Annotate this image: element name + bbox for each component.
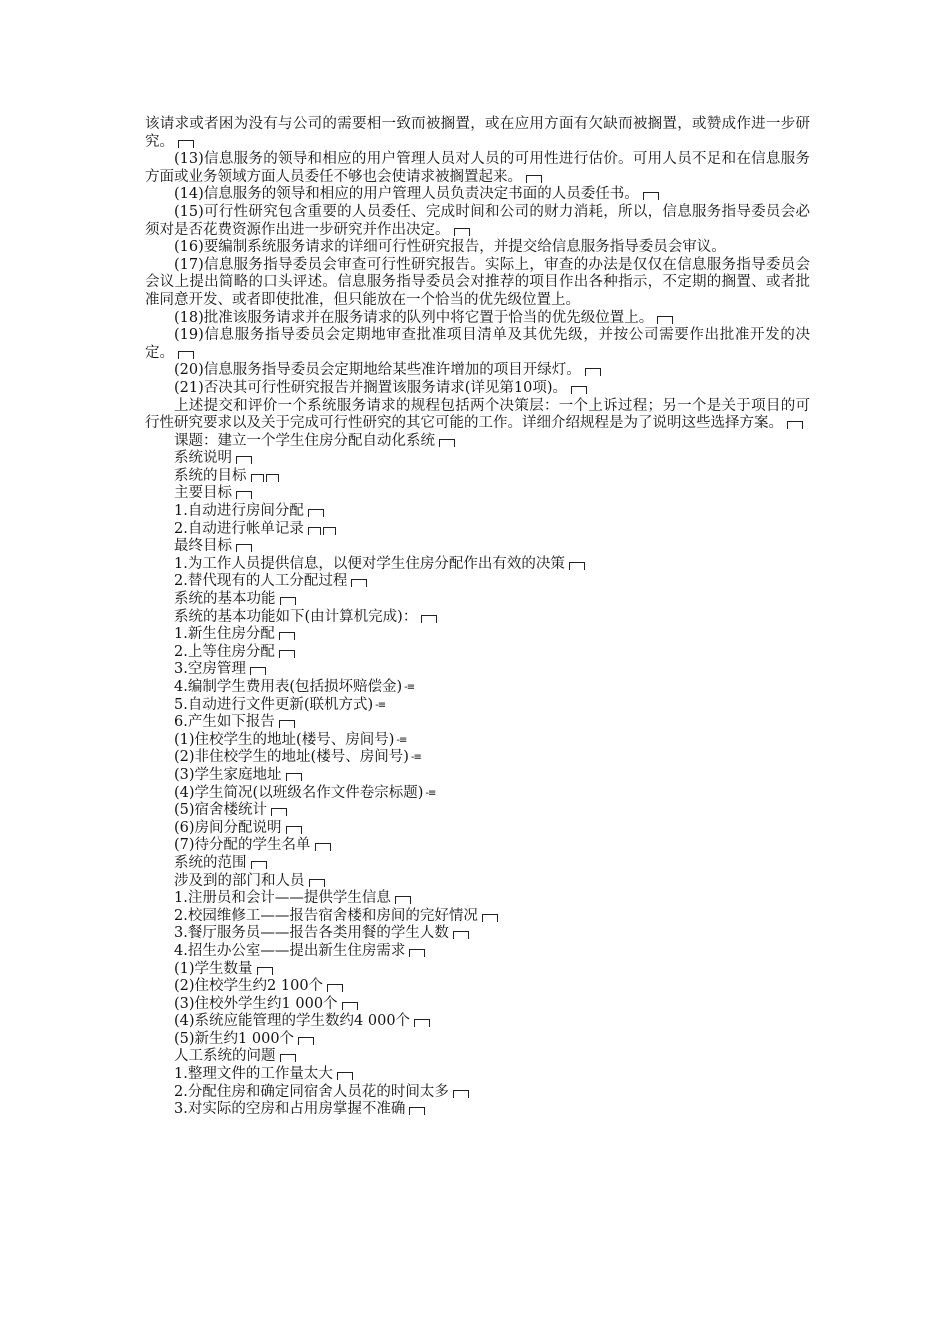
outline-line: 2.替代现有的人工分配过程 <box>145 573 810 591</box>
paragraph-mark-icon <box>351 579 367 587</box>
outline-line: 2.校园维修工——报告宿舍楼和房间的完好情况 <box>145 908 810 926</box>
outline-line: 1.注册员和会计——提供学生信息 <box>145 890 810 908</box>
paragraph-mark-icon <box>309 879 325 887</box>
paragraph-mark-icon <box>409 949 425 957</box>
outline-line: 系统说明 <box>145 450 810 468</box>
outline-line: 5.自动进行文件更新(联机方式) -≡ <box>174 696 386 713</box>
outline-list <box>145 433 810 1119</box>
paragraph-mark-icon <box>236 456 252 464</box>
outline-line: 最终目标 <box>145 538 810 556</box>
paragraph-mark-icon <box>342 1002 358 1010</box>
outline-line: 主要目标 <box>145 485 810 503</box>
outline-line: (2)非住校学生的地址(楼号、房间号) -≡ <box>174 749 421 766</box>
paragraph-mark-icon <box>286 773 302 781</box>
outline-line: (5)新生约1 000个 <box>145 1031 810 1049</box>
document-page <box>145 116 810 1119</box>
outline-line: (3)住校外学生约1 000个 <box>145 996 810 1014</box>
paragraph-item-21: (21)否决其可行性研究报告并搁置该服务请求(详见第10项)。 <box>145 380 810 398</box>
paragraph-mark-icon <box>395 896 411 904</box>
paragraph-item-20: (20)信息服务指导委员会定期地给某些准许增加的项目开绿灯。 <box>145 362 810 380</box>
paragraph-mark-icon <box>266 474 279 482</box>
outline-line: 1.为工作人员提供信息，以便对学生住房分配作出有效的决策 <box>145 556 810 574</box>
paragraph-mark-icon <box>250 667 266 675</box>
outline-line: 3.对实际的空房和占用房掌握不准确 <box>145 1101 810 1119</box>
outline-line: 涉及到的部门和人员 <box>145 873 810 891</box>
outline-line: (4)系统应能管理的学生数约4 000个 <box>145 1013 810 1031</box>
line-break-mark-icon: -≡ <box>404 682 415 693</box>
paragraph-mark-icon <box>280 1054 296 1062</box>
outline-line: 系统的范围 <box>145 855 810 873</box>
outline-line: 3.餐厅服务员——报告各类用餐的学生人数 <box>145 925 810 943</box>
outline-line: 人工系统的问题 <box>145 1048 810 1066</box>
paragraph-item-19: (19)信息服务指导委员会定期地审查批准项目清单及其优先级，并按公司需要作出批准开发的决定。 <box>145 327 810 361</box>
paragraph-mark-icon <box>439 439 455 447</box>
paragraph-mark-icon <box>257 967 273 975</box>
paragraph-mark-icon <box>236 544 252 552</box>
outline-line: 1.新生住房分配 <box>145 626 810 644</box>
paragraph-mark-icon <box>787 421 803 429</box>
paragraph-item-15: (15)可行性研究包含重要的人员委任、完成时间和公司的财力消耗，所以，信息服务指导委员会必须对是否花费资源作出进一步研究并作出决定。 <box>145 203 810 238</box>
outline-line: 系统的基本功能 <box>145 591 810 609</box>
outline-line: (7)待分配的学生名单 <box>145 837 810 855</box>
outline-line: (6)房间分配说明 <box>145 820 810 838</box>
paragraph-item-13: (13)信息服务的领导和相应的用户管理人员对人员的可用性进行估价。可用人员不足和在信息服务方面或业务领域方面人员委任不够也会使请求被搁置起来。 <box>145 151 810 185</box>
outline-line: 4.招生办公室——提出新生住房需求 <box>145 943 810 961</box>
paragraph-mark-icon <box>308 509 324 517</box>
paragraph-mark-icon <box>421 615 437 623</box>
paragraph-mark-icon <box>571 386 587 394</box>
paragraph-mark-icon <box>414 1019 430 1027</box>
paragraph-mark-icon <box>315 843 331 851</box>
paragraph-mark-icon <box>298 1037 314 1045</box>
outline-line: 2.自动进行帐单记录 <box>145 521 810 539</box>
paragraph-mark-icon <box>585 368 601 376</box>
paragraph-mark-icon <box>337 1072 353 1080</box>
line-break-mark-icon: -≡ <box>396 734 407 746</box>
paragraph-mark-icon <box>482 914 498 922</box>
outline-line: 1.整理文件的工作量太大 <box>145 1066 810 1084</box>
outline-line: 2.分配住房和确定同宿舍人员花的时间太多 <box>145 1084 810 1102</box>
outline-line: (2)住校学生约2 100个 <box>145 978 810 996</box>
outline-line: 2.上等住房分配 <box>145 644 810 662</box>
line-break-mark-icon: -≡ <box>425 787 436 799</box>
paragraph-continuation: 该请求或者困为没有与公司的需要相一致而被搁置，或在应用方面有欠缺而被搁置，或赞成作进一步研究。 <box>145 116 810 150</box>
paragraph-mark-icon <box>643 192 659 200</box>
paragraph-mark-icon <box>569 562 585 570</box>
paragraph-mark-icon <box>236 491 252 499</box>
paragraph-summary: 上述提交和评价一个系统服务请求的规程包括两个决策层：一个上诉过程；另一个是关于项目的可行性研究要求以及关于完成可行性研究的其它可能的工作。详细介绍规程是为了说明这些选择方案。 <box>145 397 810 432</box>
outline-line: 6.产生如下报告 <box>145 714 810 732</box>
paragraph-item-14: (14)信息服务的领导和相应的用户管理人员负责决定书面的人员委任书。 <box>145 186 810 204</box>
outline-line: 1.自动进行房间分配 <box>145 503 810 521</box>
paragraph-mark-icon <box>279 720 295 728</box>
paragraph-mark-icon <box>279 650 295 658</box>
outline-line: (5)宿舍楼统计 <box>145 802 810 820</box>
outline-line: 系统的目标 <box>145 468 810 486</box>
paragraph-item-17: (17)信息服务指导委员会审查可行性研究报告。实际上，审查的办法是仅仅在信息服务指导委员会会议上提出简略的口头评述。信息服务指导委员会对推荐的项目作出各种指示，不定期的搁置、或者批准同意开发、或者即使批准，但只能放在一个恰当的优先级位置上。 <box>145 256 810 308</box>
paragraph-item-16: (16)要编制系统服务请求的详细可行性研究报告，并提交给信息服务指导委员会审议。 <box>174 239 726 256</box>
paragraph-mark-icon <box>657 316 673 324</box>
paragraph-mark-icon <box>454 228 470 236</box>
line-break-mark-icon: -≡ <box>410 752 421 764</box>
paragraph-mark-icon <box>409 1107 425 1115</box>
paragraph-mark-icon <box>453 931 469 939</box>
paragraph-mark-icon <box>251 861 267 869</box>
paragraph-mark-icon <box>279 632 295 640</box>
paragraph-mark-icon <box>323 527 336 535</box>
outline-line: (1)学生数量 <box>145 961 810 979</box>
outline-line: 4.编制学生费用表(包括损坏赔偿金) -≡ <box>174 679 415 695</box>
paragraph-mark-icon <box>178 351 194 359</box>
outline-line: 系统的基本功能如下(由计算机完成)： <box>145 609 810 627</box>
paragraph-mark-icon <box>526 175 542 183</box>
outline-line: (3)学生家庭地址 <box>145 767 810 785</box>
paragraph-mark-icon <box>327 984 343 992</box>
outline-line: (4)学生简况(以班级名作文件卷宗标题) -≡ <box>174 784 436 801</box>
paragraph-mark-icon <box>286 826 302 834</box>
paragraph-mark-icon <box>271 808 287 816</box>
paragraph-mark-icon <box>308 527 321 535</box>
paragraph-mark-icon <box>251 474 264 482</box>
paragraph-mark-icon <box>453 1090 469 1098</box>
outline-line: (1)住校学生的地址(楼号、房间号) -≡ <box>174 731 407 748</box>
outline-line: 课题：建立一个学生住房分配自动化系统 <box>145 433 810 451</box>
paragraph-mark-icon <box>178 140 194 148</box>
paragraph-mark-icon <box>280 597 296 605</box>
line-break-mark-icon: -≡ <box>375 699 386 711</box>
outline-line: 3.空房管理 <box>145 661 810 679</box>
paragraph-item-18: (18)批准该服务请求并在服务请求的队列中将它置于恰当的优先级位置上。 <box>145 310 810 328</box>
